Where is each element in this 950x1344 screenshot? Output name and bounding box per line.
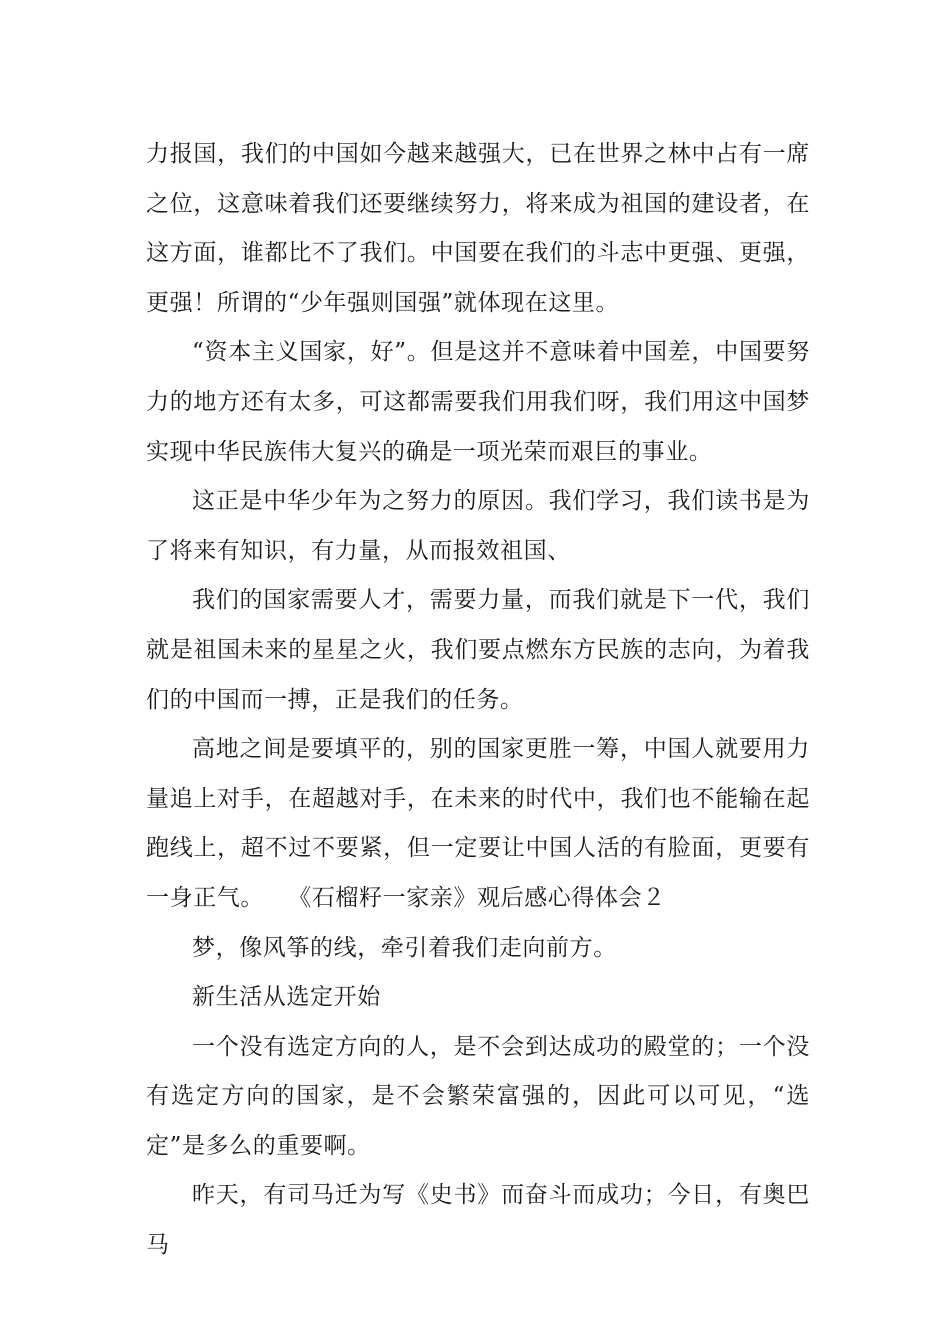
paragraph: “资本主义国家，好”。但是这并不意味着中国差，中国要努力的地方还有太多，可这都需要我们用我们呀，我们用这中国梦实现中华民族伟大复兴的确是一项光荣而艰巨的事业。 (146, 339, 810, 465)
paragraph: 昨天，有司马迁为写《史书》而奋斗而成功；今日，有奥巴马 (146, 1182, 810, 1259)
paragraph: 我们的国家需要人才，需要力量，而我们就是下一代，我们就是祖国未来的星星之火，我们要点燃东方民族的志向，为着我们的中国而一搏，正是我们的任务。 (146, 587, 810, 713)
paragraph: 高地之间是要填平的，别的国家更胜一筹，中国人就要用力量追上对手，在超越对手，在未来的时代中，我们也不能输在起跑线上，超不过不要紧，但一定要让中国人活的有脸面，更要有一身正气。 《石榴籽一家亲》观后感心得体会２ (146, 736, 810, 911)
paragraph: 一个没有选定方向的人，是不会到达成功的殿堂的；一个没有选定方向的国家，是不会繁荣富强的，因此可以可见，“选定”是多么的重要啊。 (146, 1033, 810, 1159)
paragraph: 新生活从选定开始 (192, 984, 381, 1011)
document-body (146, 130, 810, 1271)
paragraph: 力报国，我们的中国如今越来越强大，已在世界之林中占有一席之位，这意味着我们还要继续努力，将来成为祖国的建设者，在这方面，谁都比不了我们。中国要在我们的斗志中更强、更强，更强！所谓的“少年强则国强”就体现在这里。 (146, 141, 810, 316)
paragraph: 这正是中华少年为之努力的原因。我们学习，我们读书是为了将来有知识，有力量，从而报效祖国、 (146, 488, 810, 564)
paragraph: 梦，像风筝的线，牵引着我们走向前方。 (192, 934, 617, 961)
